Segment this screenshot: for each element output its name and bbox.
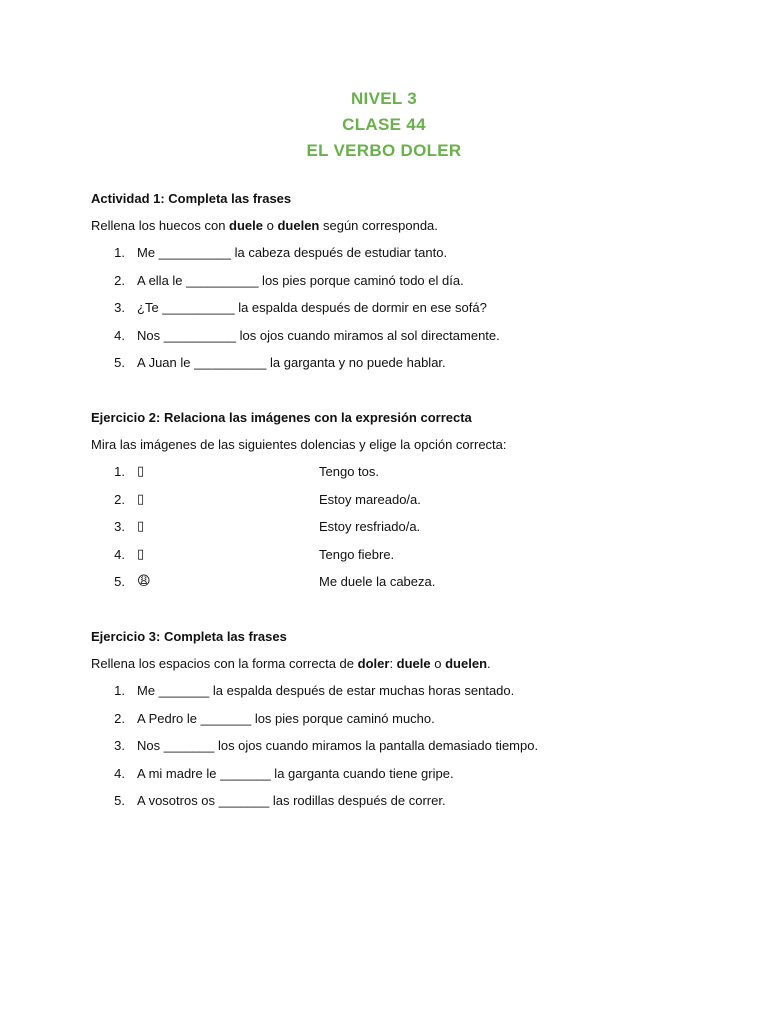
item-option: Tengo fiebre. — [319, 546, 395, 562]
list-item — [91, 299, 711, 327]
item-text: ¿Te __________ la espalda después de dormir en ese sofá? — [137, 300, 487, 315]
instr-text: o — [430, 656, 446, 671]
list-item — [91, 737, 711, 765]
instr-bold-duele: duele — [396, 656, 431, 671]
missing-emoji-icon: ▯ — [137, 464, 145, 479]
instr-text: o — [263, 218, 278, 233]
exercise-3-heading: Ejercicio 3: Completa las frases — [91, 629, 287, 644]
list-item — [91, 244, 711, 272]
item-text: A vosotros os _______ las rodillas después de correr. — [137, 793, 446, 808]
item-number: 5. — [114, 793, 125, 808]
instr-text: Rellena los espacios con la forma correcta de — [91, 656, 358, 671]
exercise-3-list — [91, 682, 711, 820]
item-text: A ella le __________ los pies porque caminó todo el día. — [137, 272, 464, 288]
list-item — [91, 792, 711, 820]
item-number: 4. — [114, 765, 125, 781]
instr-text: . — [487, 656, 491, 671]
item-number: 1. — [114, 683, 125, 698]
item-number: 2. — [114, 710, 125, 726]
list-item — [91, 765, 711, 793]
instr-text: : — [389, 656, 397, 671]
item-number: 5. — [114, 355, 125, 370]
item-option: Tengo tos. — [319, 464, 379, 479]
item-option: Estoy mareado/a. — [319, 491, 421, 507]
missing-emoji-icon: ▯ — [137, 491, 145, 507]
item-number: 4. — [114, 546, 125, 562]
list-item — [91, 546, 711, 574]
exercise-2-instructions: Mira las imágenes de las siguientes dolencias y elige la opción correcta: — [91, 437, 507, 452]
item-number: 3. — [114, 300, 125, 315]
title-class: CLASE 44 — [342, 115, 426, 134]
item-text: A Pedro le _______ los pies porque caminó mucho. — [137, 710, 435, 726]
item-text: A Juan le __________ la garganta y no puede hablar. — [137, 355, 446, 370]
item-text: Me __________ la cabeza después de estudiar tanto. — [137, 245, 448, 260]
item-number: 4. — [114, 327, 125, 343]
activity-1-heading: Actividad 1: Completa las frases — [91, 191, 292, 206]
list-item — [91, 518, 711, 546]
instr-bold-duelen: duelen — [445, 656, 488, 671]
item-number: 2. — [114, 491, 125, 507]
missing-emoji-icon: ▯ — [137, 519, 145, 534]
title-level: NIVEL 3 — [350, 89, 418, 108]
item-number: 2. — [114, 272, 125, 288]
list-item — [91, 272, 711, 300]
list-item — [91, 463, 711, 491]
list-item — [91, 682, 711, 710]
exercise-3-section — [91, 628, 711, 820]
instr-text: Rellena los huecos con — [91, 218, 230, 233]
activity-1-instructions — [91, 217, 711, 234]
exercise-2-list — [91, 463, 711, 601]
list-item — [91, 354, 711, 382]
item-number: 3. — [114, 738, 125, 753]
instr-bold-duelen: duelen — [277, 218, 320, 233]
item-number: 3. — [114, 519, 125, 534]
item-text: Me _______ la espalda después de estar muchas horas sentado. — [137, 683, 515, 698]
missing-emoji-icon: ▯ — [137, 546, 145, 562]
item-text: A mi madre le _______ la garganta cuando tiene gripe. — [137, 765, 454, 781]
activity-1-section — [91, 190, 711, 382]
instr-text: según corresponda. — [319, 218, 438, 233]
instr-bold-doler: doler — [357, 656, 390, 671]
weary-face-icon: 😩 — [137, 574, 151, 589]
item-number: 1. — [114, 245, 125, 260]
item-number: 1. — [114, 464, 125, 479]
instr-bold-duele: duele — [229, 218, 263, 233]
list-item — [91, 573, 711, 601]
item-number: 5. — [114, 574, 125, 589]
item-text: Nos _______ los ojos cuando miramos la pantalla demasiado tiempo. — [137, 738, 539, 753]
item-option: Estoy resfriado/a. — [319, 519, 421, 534]
exercise-2-section — [91, 409, 711, 601]
activity-1-list — [91, 244, 711, 382]
list-item — [91, 710, 711, 738]
exercise-3-instructions — [91, 655, 711, 672]
document-title — [0, 86, 768, 164]
list-item — [91, 491, 711, 519]
list-item — [91, 327, 711, 355]
item-text: Nos __________ los ojos cuando miramos al sol directamente. — [137, 327, 500, 343]
title-topic: EL VERBO DOLER — [306, 141, 462, 160]
exercise-2-heading: Ejercicio 2: Relaciona las imágenes con la expresión correcta — [91, 410, 472, 425]
item-option: Me duele la cabeza. — [319, 574, 436, 589]
